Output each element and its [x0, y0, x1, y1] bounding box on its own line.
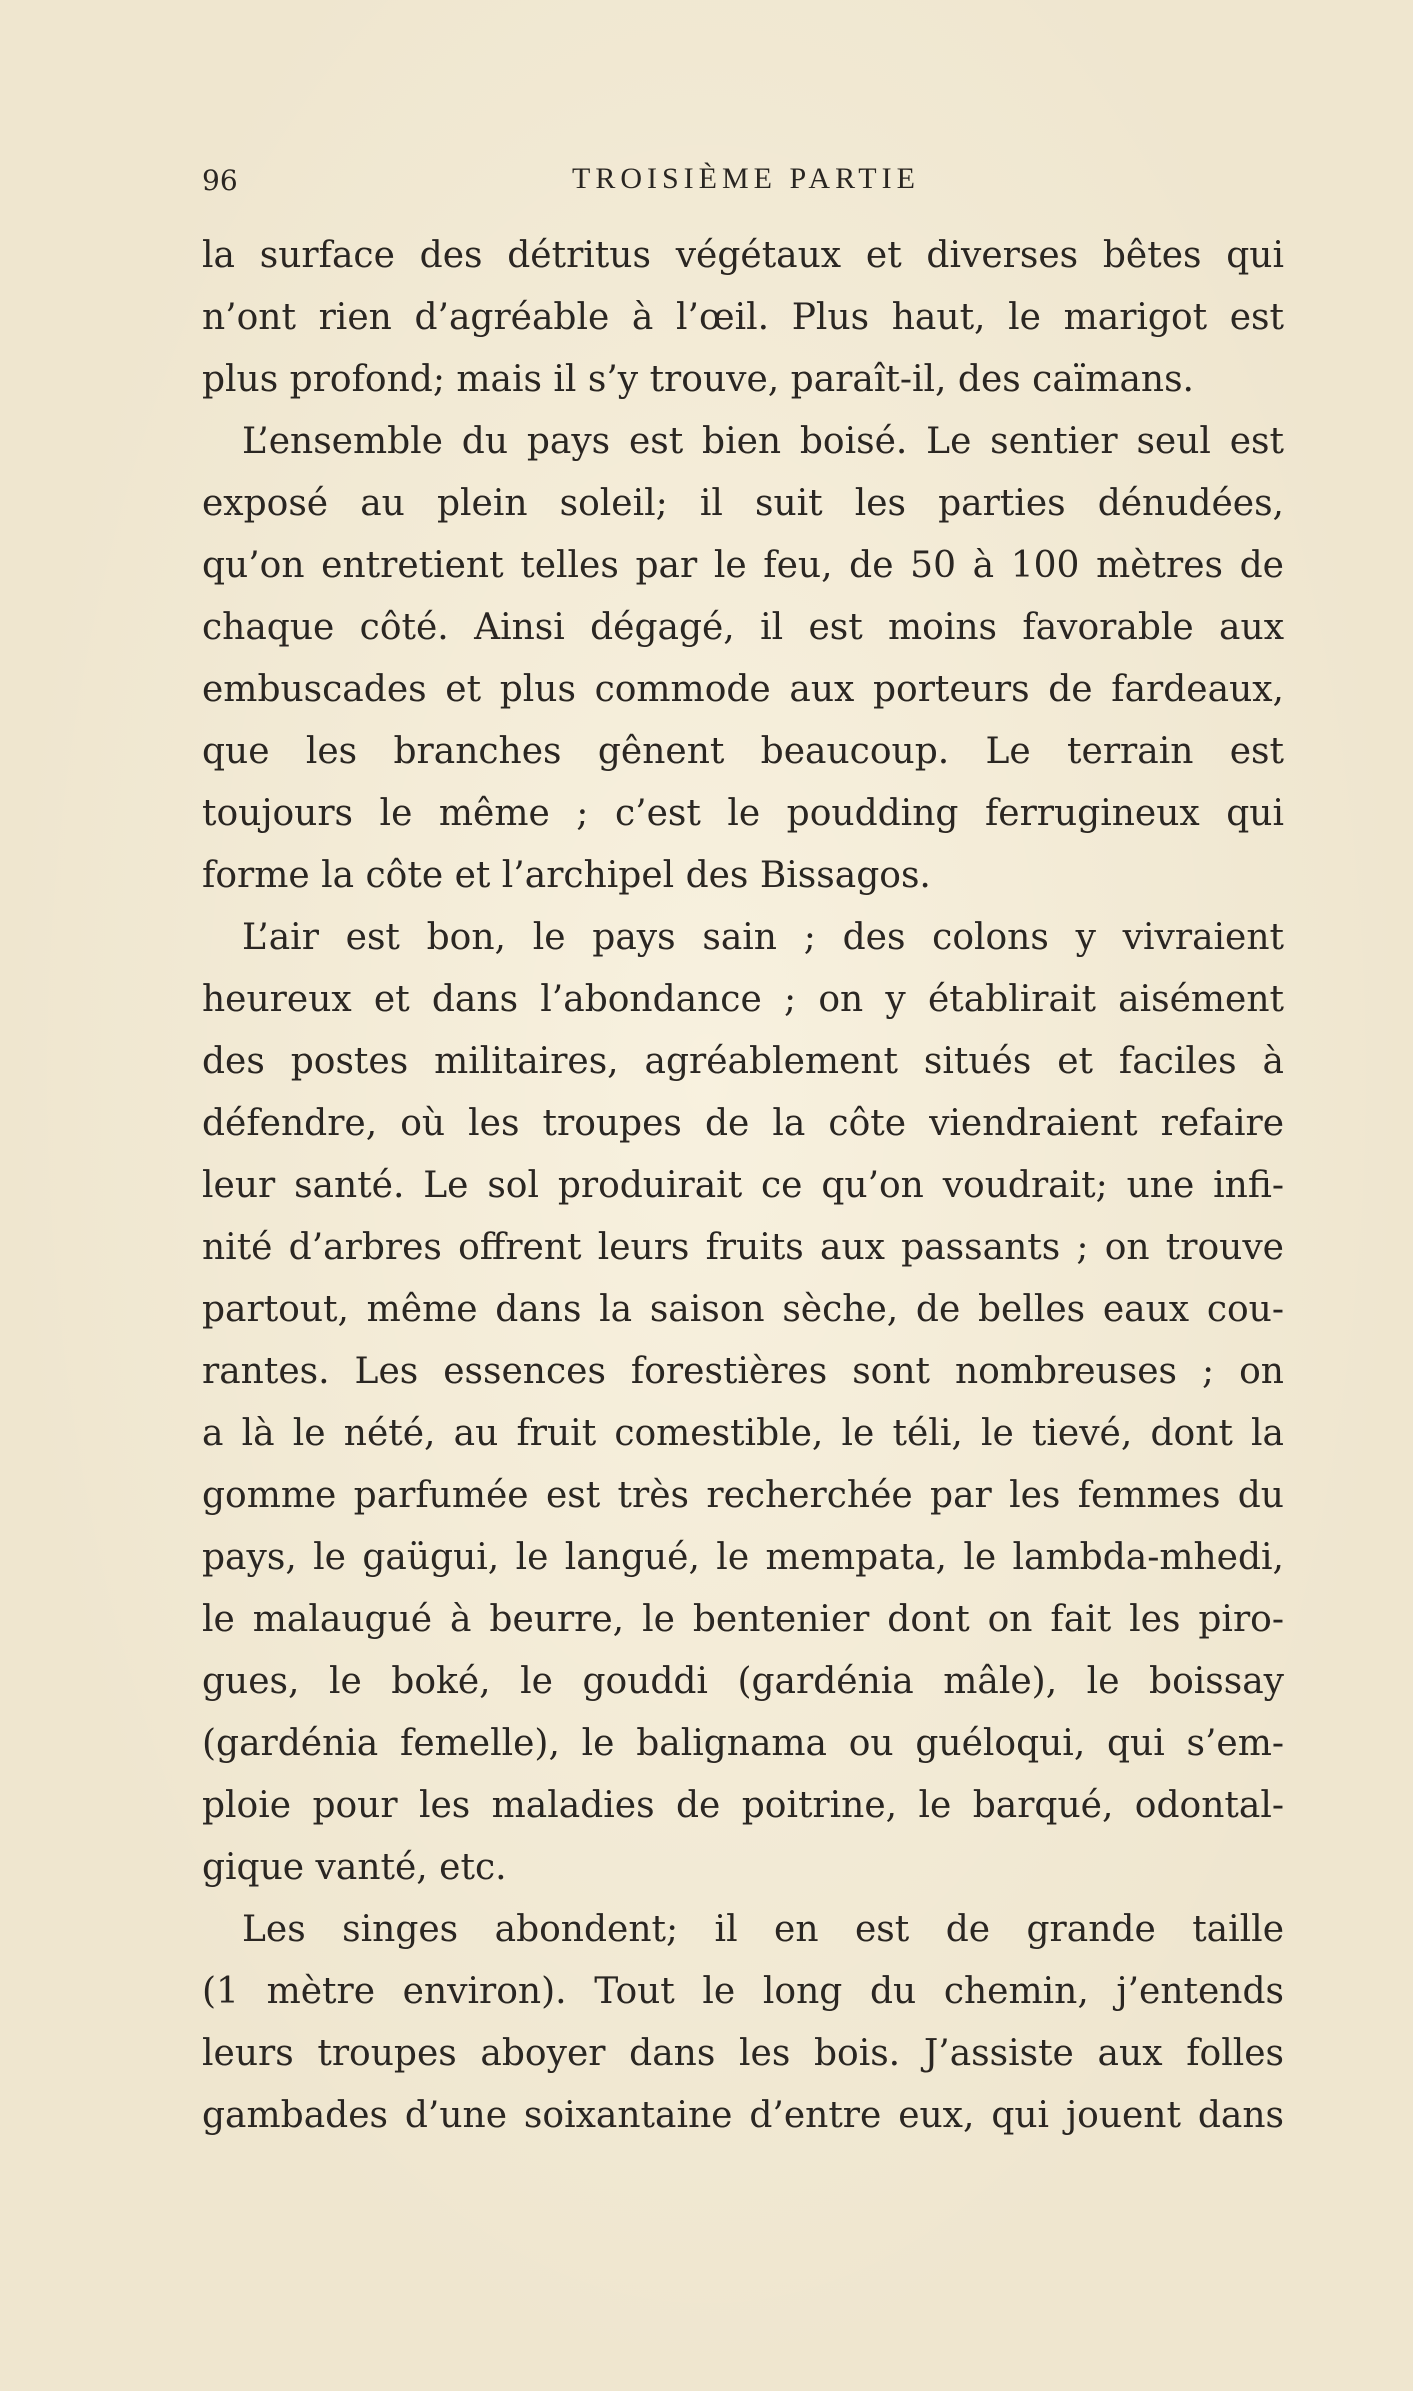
text-line: la surface des détritus végétaux et diverses bêtes qui — [202, 235, 1284, 276]
text-line: pays, le gaügui, le langué, le mempata, le lambda-mhedi, — [202, 1537, 1284, 1578]
text-line: défendre, où les troupes de la côte viendraient refaire — [202, 1103, 1284, 1144]
text-line: le malaugué à beurre, le bentenier dont on fait les piro- — [202, 1599, 1284, 1640]
text-line: gues, le boké, le gouddi (gardénia mâle), le boissay — [202, 1661, 1284, 1702]
running-head: TROISIÈME PARTIE — [572, 162, 920, 195]
text-line: toujours le même ; c’est le poudding ferrugineux qui — [202, 793, 1284, 834]
text-line: gambades d’une soixantaine d’entre eux, qui jouent dans — [202, 2095, 1284, 2136]
paragraph-2 — [202, 411, 1284, 907]
text-line: (gardénia femelle), le balignama ou guéloqui, qui s’em- — [202, 1723, 1284, 1764]
text-line: nité d’arbres offrent leurs fruits aux passants ; on trouve — [202, 1227, 1284, 1268]
page-header — [202, 158, 1272, 208]
page-number: 96 — [202, 164, 238, 197]
text-line: n’ont rien d’agréable à l’œil. Plus haut, le marigot est — [202, 297, 1284, 338]
text-line: leurs troupes aboyer dans les bois. J’assiste aux folles — [202, 2033, 1284, 2074]
text-line: (1 mètre environ). Tout le long du chemin, j’entends — [202, 1971, 1284, 2012]
text-line: exposé au plein soleil; il suit les parties dénudées, — [202, 483, 1284, 524]
text-line: chaque côté. Ainsi dégagé, il est moins favorable aux — [202, 607, 1284, 648]
text-line: embuscades et plus commode aux porteurs de fardeaux, — [202, 669, 1284, 710]
body-text — [202, 225, 1284, 2147]
text-line: Les singes abondent; il en est de grande taille — [242, 1909, 1284, 1950]
text-line: L’ensemble du pays est bien boisé. Le sentier seul est — [242, 421, 1284, 462]
text-line: plus profond; mais il s’y trouve, paraît-il, des caïmans. — [202, 359, 1195, 400]
text-line: partout, même dans la saison sèche, de belles eaux cou- — [202, 1289, 1284, 1330]
paragraph-4 — [202, 1899, 1284, 2147]
text-line: heureux et dans l’abondance ; on y établirait aisément — [202, 979, 1284, 1020]
text-line: qu’on entretient telles par le feu, de 50 à 100 mètres de — [202, 545, 1284, 586]
paragraph-3 — [202, 907, 1284, 1899]
text-line: que les branches gênent beaucoup. Le terrain est — [202, 731, 1284, 772]
text-line: gique vanté, etc. — [202, 1847, 507, 1888]
text-line: a là le nété, au fruit comestible, le téli, le tievé, dont la — [202, 1413, 1284, 1454]
text-line: forme la côte et l’archipel des Bissagos. — [202, 855, 931, 896]
text-line: L’air est bon, le pays sain ; des colons y vivraient — [242, 917, 1284, 958]
text-line: gomme parfumée est très recherchée par les femmes du — [202, 1475, 1284, 1516]
text-line: leur santé. Le sol produirait ce qu’on voudrait; une infi- — [202, 1165, 1284, 1206]
paragraph-1 — [202, 225, 1284, 411]
text-line: ploie pour les maladies de poitrine, le barqué, odontal- — [202, 1785, 1284, 1826]
text-line: des postes militaires, agréablement situés et faciles à — [202, 1041, 1284, 1082]
text-line: rantes. Les essences forestières sont nombreuses ; on — [202, 1351, 1284, 1392]
